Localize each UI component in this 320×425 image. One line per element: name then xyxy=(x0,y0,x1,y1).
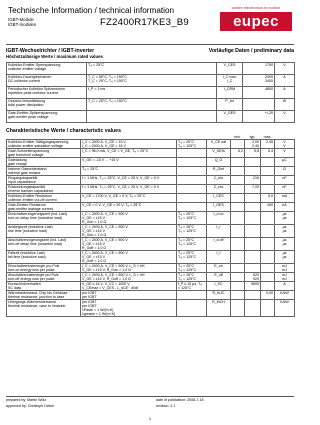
unit-cell: V xyxy=(275,111,295,123)
parameter-name-en: gate-emitter leakage current xyxy=(8,207,53,211)
symbol-cell: Q_G xyxy=(207,158,231,167)
parameter-name-de: Einschaltverzögerungszeit (ind. Last) xyxy=(8,212,67,216)
symbol-cell: I_CRM xyxy=(217,87,243,99)
typ-value-cell xyxy=(245,203,261,212)
char-values-section-header xyxy=(6,128,294,134)
parameter-name-en: repetitive peak collector current xyxy=(8,91,58,95)
parameter-name-cell xyxy=(7,282,81,291)
unit-cell: µs µs xyxy=(275,225,295,238)
typ-value-cell xyxy=(245,167,261,176)
unit-cell: µs µs xyxy=(275,212,295,225)
parameter-name-cell xyxy=(7,158,81,167)
unit-cell: K/kW xyxy=(275,291,295,300)
characteristic-row xyxy=(7,194,295,203)
characteristic-row xyxy=(7,282,295,291)
max-value-cell xyxy=(261,225,275,238)
approved-by: approved by: Christoph Lübke xyxy=(6,404,54,408)
unit-cell: K/kW xyxy=(275,300,295,317)
parameter-name-cell xyxy=(7,140,81,149)
parameter-name-cell xyxy=(7,212,81,225)
characteristic-row xyxy=(7,225,295,238)
document-title: Technische Information / technical information xyxy=(8,6,175,15)
parameter-name-en: total power dissipation xyxy=(8,103,44,107)
parameter-name-cell xyxy=(7,264,81,273)
symbol-cell: V_GES xyxy=(217,111,243,123)
parameter-name-en: reverse transfer capacitance xyxy=(8,189,54,193)
min-value-cell xyxy=(231,140,245,149)
parameter-name-de: Wärmewiderstand, Chip bis Gehäuse xyxy=(8,291,68,295)
parameter-name-cell xyxy=(7,167,81,176)
parameter-name-de: Kollektor-Emitter Sättigungsspannung xyxy=(8,140,69,144)
max-value-cell xyxy=(261,158,275,167)
col-typ-header: typ. xyxy=(249,135,256,139)
max-value-cell xyxy=(261,238,275,251)
unit-cell: mJ mJ xyxy=(275,273,295,282)
condition-cell: pro IGBT per IGBT λPaste = 1 W/(m·K) λgrease = 1 W/(m·K) xyxy=(81,300,177,317)
condition-cell: I_C = 2400 A, V_CE = 900 V V_GE = ±15 V R_Gon = 1,0 Ω xyxy=(81,225,177,238)
parameter-name-en: turn-off energy loss per pulse xyxy=(8,277,55,281)
max-value-cell: 5,0 xyxy=(261,194,275,203)
characteristic-row xyxy=(7,273,295,282)
unit-cell: Ω xyxy=(275,167,295,176)
characteristic-row xyxy=(7,291,295,300)
temperature-cell: Tᵥⱼ = 25°C Tᵥⱼ = 125°C xyxy=(177,212,207,225)
preliminary-data-label: Vorläufige Daten / preliminary data xyxy=(208,48,294,54)
symbol-cell: C_ies xyxy=(207,176,231,185)
unit-cell: A xyxy=(275,75,295,87)
typ-value-cell xyxy=(245,158,261,167)
value-cell: 4800 xyxy=(243,87,275,99)
symbol-cell: E_on xyxy=(207,264,231,273)
typ-value-cell xyxy=(245,251,261,264)
parameter-name-cell xyxy=(7,185,81,194)
parameter-name-de: Kollektor-Emitter-Sperrspannung xyxy=(8,63,61,67)
condition-cell: I_C = 2400 A, V_CE = 900 V V_GE = ±15 V R_Gon = 1,0 Ω xyxy=(81,212,177,225)
parameter-name-de: Kollektor-Dauergleichstrom xyxy=(8,75,52,79)
parameter-name-cell xyxy=(7,149,81,158)
characteristic-row xyxy=(7,167,295,176)
condition-cell: t_P = 1 ms xyxy=(87,87,217,99)
symbol-cell: I_SC xyxy=(207,282,231,291)
characteristic-values-table xyxy=(6,135,295,317)
min-value-cell xyxy=(231,158,245,167)
section-title: IGBT-Wechselrichter / IGBT-inverter xyxy=(6,48,95,54)
unit-cell: V xyxy=(275,63,295,75)
parameter-name-cell xyxy=(7,176,81,185)
parameter-name-de: Gate-Schwellenspannung xyxy=(8,149,50,153)
max-rating-row xyxy=(7,111,295,123)
min-value-cell xyxy=(231,225,245,238)
temperature-cell xyxy=(177,300,207,317)
max-value-cell: 2,45 xyxy=(261,140,275,149)
parameter-name-cell xyxy=(7,87,87,99)
parameter-name-de: Einschaltverlustenergie pro Puls xyxy=(8,264,60,268)
parameter-name-cell xyxy=(7,225,81,238)
temperature-cell xyxy=(177,167,207,176)
max-rating-row xyxy=(7,99,295,111)
max-value-cell xyxy=(261,264,275,273)
condition-cell: T_C = 25°C, Tᵥⱼ = 150°C xyxy=(87,99,217,111)
parameter-name-en: fall time (inductive load) xyxy=(8,255,46,259)
parameter-name-de: Gate-Emitter Reststrom xyxy=(8,203,46,207)
value-cell: +/-20 xyxy=(243,111,275,123)
max-ratings-section-header xyxy=(6,48,294,59)
parameter-name-en: thermal resistance, junction to case xyxy=(8,295,65,299)
temperature-cell xyxy=(177,194,207,203)
unit-cell: A xyxy=(275,282,295,291)
parameter-name-cell xyxy=(7,111,87,123)
logo-tagline: power electronics in motion xyxy=(231,6,281,10)
condition-cell: I_C = 2400 A, V_GE = 15 V I_C = 2400 A, V_GE = 15 V xyxy=(81,140,177,149)
condition-cell: I_C = 96,0 mA, V_CE = V_GE, Tᵥⱼ = 25°C xyxy=(81,149,177,158)
condition-cell: I_C = 2400 A, V_CE = 900 V V_GE = ±15 V R_Goff = 1,0 Ω xyxy=(81,238,177,251)
temperature-cell: Tᵥⱼ = 25°C Tᵥⱼ = 125°C xyxy=(177,225,207,238)
parameter-name-en: thermal resistance, case to heatsink xyxy=(8,304,66,308)
parameter-name-en: collector-emitter saturation voltage xyxy=(8,144,63,148)
symbol-cell: t_d off xyxy=(207,238,231,251)
parameter-name-de: Übergangs-Wärmewiderstand xyxy=(8,300,56,304)
parameter-name-de: Gesamt-Verlustleistung xyxy=(8,99,46,103)
parameter-name-en: collector-emitter cut-off current xyxy=(8,198,57,202)
unit-cell: mJ mJ xyxy=(275,264,295,273)
condition-cell: V_CE = 0 V, V_GE = 20 V, Tᵥⱼ = 25°C xyxy=(81,203,177,212)
parameter-name-en: turn-on delay time (inductive load) xyxy=(8,216,63,220)
typ-value-cell xyxy=(245,212,261,225)
typ-value-cell xyxy=(245,194,261,203)
min-value-cell xyxy=(231,251,245,264)
parameter-name-cell xyxy=(7,99,87,111)
symbol-cell: V_GEth xyxy=(207,149,231,158)
parameter-name-cell xyxy=(7,63,87,75)
parameter-name-de: Fallzeit (induktive Last) xyxy=(8,251,45,255)
unit-cell: mA xyxy=(275,194,295,203)
symbol-cell: R_Gint xyxy=(207,167,231,176)
condition-cell: V_GE = -15 V ... +15 V xyxy=(81,158,177,167)
typ-value-cell: 9600 xyxy=(245,282,261,291)
unit-cell: nF xyxy=(275,185,295,194)
parameter-name-de: Kollektor-Emitter Reststrom xyxy=(8,194,52,198)
symbol-cell: R_thJC xyxy=(207,291,231,300)
characteristic-row xyxy=(7,140,295,149)
condition-cell: I_C = 2400 A, V_CE = 900 V, L_S = nH V_GE = ±15 V, R_Gon = 1,0 Ω xyxy=(81,264,177,273)
condition-cell: pro IGBT per IGBT xyxy=(81,291,177,300)
temperature-cell: Tᵥⱼ = 25°C Tᵥⱼ = 125°C xyxy=(177,273,207,282)
max-value-cell xyxy=(261,300,275,317)
unit-cell: A xyxy=(275,87,295,99)
characteristic-row xyxy=(7,251,295,264)
max-rating-row xyxy=(7,63,295,75)
parameter-name-cell xyxy=(7,300,81,317)
typ-value-cell: 620 920 xyxy=(245,273,261,282)
max-rating-row xyxy=(7,75,295,87)
value-cell xyxy=(243,99,275,111)
characteristic-row xyxy=(7,264,295,273)
min-value-cell xyxy=(231,291,245,300)
parameter-name-cell xyxy=(7,273,81,282)
max-value-cell xyxy=(261,212,275,225)
page-number: 1 xyxy=(148,416,152,421)
characteristic-row xyxy=(7,300,295,317)
parameter-name-de: Kurzschlußverhalten xyxy=(8,282,41,286)
unit-cell: µC xyxy=(275,158,295,167)
temperature-cell: Tᵥⱼ = 25°C Tᵥⱼ = 125°C xyxy=(177,140,207,149)
temperature-cell: Tᵥⱼ = 25°C Tᵥⱼ = 125°C xyxy=(177,238,207,251)
symbol-cell: t_r xyxy=(207,225,231,238)
unit-cell: nA xyxy=(275,203,295,212)
max-value-cell xyxy=(261,185,275,194)
typ-value-cell xyxy=(245,225,261,238)
temperature-cell: t_P ≤ 10 µs, Tᵥⱼ = 125°C xyxy=(177,282,207,291)
parameter-name-de: Anstiegszeit (induktive Last) xyxy=(8,225,53,229)
characteristic-row xyxy=(7,203,295,212)
typ-value-cell xyxy=(245,300,261,317)
parameter-name-de: Eingangskapazität xyxy=(8,176,38,180)
min-value-cell xyxy=(231,212,245,225)
col-max-header: max. xyxy=(263,135,272,139)
parameter-name-en: turn-on energy loss per pulse xyxy=(8,268,55,272)
eupec-logo xyxy=(220,6,292,36)
min-value-cell: 5,2 xyxy=(231,149,245,158)
symbol-cell: t_f xyxy=(207,251,231,264)
characteristic-row xyxy=(7,238,295,251)
parameter-name-en: rise time (inductive load) xyxy=(8,229,47,233)
unit-cell: V xyxy=(275,149,295,158)
section-subtitle: Höchstzulässige Werte / maximum rated values xyxy=(6,54,103,59)
max-value-cell: 6,4 xyxy=(261,149,275,158)
publication-date: date of publication: 2006-7-18 xyxy=(156,398,204,402)
temperature-cell: Tᵥⱼ = 25°C Tᵥⱼ = 125°C xyxy=(177,264,207,273)
symbol-cell: V_CE sat xyxy=(207,140,231,149)
value-cell: 2400 3400 xyxy=(243,75,275,87)
typ-value-cell xyxy=(245,238,261,251)
symbol-cell: t_d on xyxy=(207,212,231,225)
symbol-cell: I_CES xyxy=(207,194,231,203)
unit-cell: µs µs xyxy=(275,251,295,264)
condition-cell: f = 1 MHz, Tᵥⱼ = 25°C, V_CE = 25 V, V_GE = 0 V xyxy=(81,185,177,194)
condition-cell: Tᵥⱼ = 25°C xyxy=(81,167,177,176)
logo-wordmark: eupec xyxy=(220,12,292,31)
parameter-name-cell xyxy=(7,75,87,87)
temperature-cell: Tᵥⱼ = 25°C Tᵥⱼ = 125°C xyxy=(177,251,207,264)
parameter-name-de: Abschaltverzögerungszeit (ind. Last) xyxy=(8,238,67,242)
characteristic-row xyxy=(7,158,295,167)
typ-value-cell: 2,00 2,40 xyxy=(245,140,261,149)
typ-value-cell xyxy=(245,264,261,273)
min-value-cell xyxy=(231,273,245,282)
parameter-name-de: Gate-Emitter-Spitzenspannung xyxy=(8,111,58,115)
parameter-name-de: Gateladung xyxy=(8,158,27,162)
typ-value-cell: 7,00 xyxy=(245,185,261,194)
value-cell: 1700 xyxy=(243,63,275,75)
max-rating-row xyxy=(7,87,295,99)
parameter-name-de: Rückwirkungskapazität xyxy=(8,185,45,189)
max-value-cell xyxy=(261,273,275,282)
parameter-name-en: internal gate resistor xyxy=(8,171,41,175)
condition-cell: V_CE = 1700 V, V_GE = 0 V, Tᵥⱼ = 25°C xyxy=(81,194,177,203)
min-value-cell xyxy=(231,282,245,291)
temperature-cell xyxy=(177,176,207,185)
temperature-cell xyxy=(177,149,207,158)
min-value-cell xyxy=(231,264,245,273)
condition-cell: V_GE ≤ 15 V, V_CC = 1000 V V_CEmax = V_CES - L_sCE · di/dt xyxy=(81,282,177,291)
parameter-name-de: Abschaltverlustenergie pro Puls xyxy=(8,273,59,277)
typ-value-cell xyxy=(245,291,261,300)
col-min-header: min. xyxy=(234,135,241,139)
parameter-name-en: gate charge xyxy=(8,162,27,166)
condition-cell: I_C = 2400 A, V_CE = 900 V, L_S = nH V_GE = ±15 V, R_Goff = 1,0 Ω xyxy=(81,273,177,282)
characteristic-row xyxy=(7,176,295,185)
temperature-cell xyxy=(177,158,207,167)
symbol-cell: I_GES xyxy=(207,203,231,212)
parameter-name-en: collector-emitter voltage xyxy=(8,67,47,71)
max-value-cell xyxy=(261,251,275,264)
max-value-cell: 400 xyxy=(261,203,275,212)
unit-cell: nF xyxy=(275,176,295,185)
min-value-cell xyxy=(231,185,245,194)
temperature-cell xyxy=(177,203,207,212)
parameter-name-cell xyxy=(7,194,81,203)
min-value-cell xyxy=(231,176,245,185)
max-value-cell xyxy=(261,167,275,176)
temperature-cell xyxy=(177,291,207,300)
parameter-name-cell xyxy=(7,291,81,300)
part-number: FZ2400R17KE3_B9 xyxy=(100,17,189,28)
typ-value-cell: 5,8 xyxy=(245,149,261,158)
symbol-cell: R_thCH xyxy=(207,300,231,317)
temperature-cell xyxy=(177,185,207,194)
section-title: Charakteristische Werte / characteristic values xyxy=(6,128,121,134)
document-header xyxy=(6,4,294,44)
symbol-cell: I_C nom I_C xyxy=(217,75,243,87)
footer-divider xyxy=(6,396,294,397)
header-divider xyxy=(6,44,294,45)
condition-cell: f = 1 MHz, Tᵥⱼ = 25°C, V_CE = 25 V, V_GE = 0 V xyxy=(81,176,177,185)
symbol-cell: P_tot xyxy=(217,99,243,111)
unit-cell: µs µs xyxy=(275,238,295,251)
parameter-name-cell xyxy=(7,251,81,264)
parameter-name-en: gate-emitter peak voltage xyxy=(8,115,49,119)
typ-value-cell: 215 xyxy=(245,176,261,185)
max-value-cell: 9,00 xyxy=(261,291,275,300)
condition-cell: Tᵥⱼ = 25°C xyxy=(87,63,217,75)
max-value-cell xyxy=(261,282,275,291)
unit-cell: W xyxy=(275,99,295,111)
symbol-cell: C_res xyxy=(207,185,231,194)
document-subtitle-en: IGBT-modules xyxy=(8,22,37,27)
document-subtitle-de: IGBT-Module xyxy=(8,17,34,22)
characteristic-row xyxy=(7,185,295,194)
min-value-cell xyxy=(231,167,245,176)
condition-cell: T_C = 80°C, Tᵥⱼ = 150°C T_C = 25°C, Tᵥⱼ = 150°C xyxy=(87,75,217,87)
min-value-cell xyxy=(231,238,245,251)
max-value-cell xyxy=(261,176,275,185)
parameter-name-en: DC-collector current xyxy=(8,79,40,83)
symbol-cell: E_off xyxy=(207,273,231,282)
condition-cell: I_C = 2400 A, V_CE = 900 V V_GE = ±15 V R_Goff = 1,0 Ω xyxy=(81,251,177,264)
parameter-name-en: input capacitance xyxy=(8,180,36,184)
min-value-cell xyxy=(231,194,245,203)
characteristic-row xyxy=(7,212,295,225)
parameter-name-de: Interner Gatewiderstand xyxy=(8,167,47,171)
parameter-name-en: turn-off delay time (inductive load) xyxy=(8,242,63,246)
prepared-by: prepared by: Martin Wölz xyxy=(6,398,47,402)
characteristic-row xyxy=(7,149,295,158)
parameter-name-cell xyxy=(7,238,81,251)
parameter-name-cell xyxy=(7,203,81,212)
symbol-cell: V_CES xyxy=(217,63,243,75)
min-value-cell xyxy=(231,300,245,317)
parameter-name-en: gate threshold voltage xyxy=(8,153,44,157)
condition-cell xyxy=(87,111,217,123)
min-value-cell xyxy=(231,203,245,212)
revision: revision: 2.1 xyxy=(156,404,176,408)
parameter-name-de: Periodischer Kollektor Spitzenstrom xyxy=(8,87,65,91)
parameter-name-en: SC data xyxy=(8,286,21,290)
max-ratings-table xyxy=(6,62,295,123)
unit-cell: V V xyxy=(275,140,295,149)
